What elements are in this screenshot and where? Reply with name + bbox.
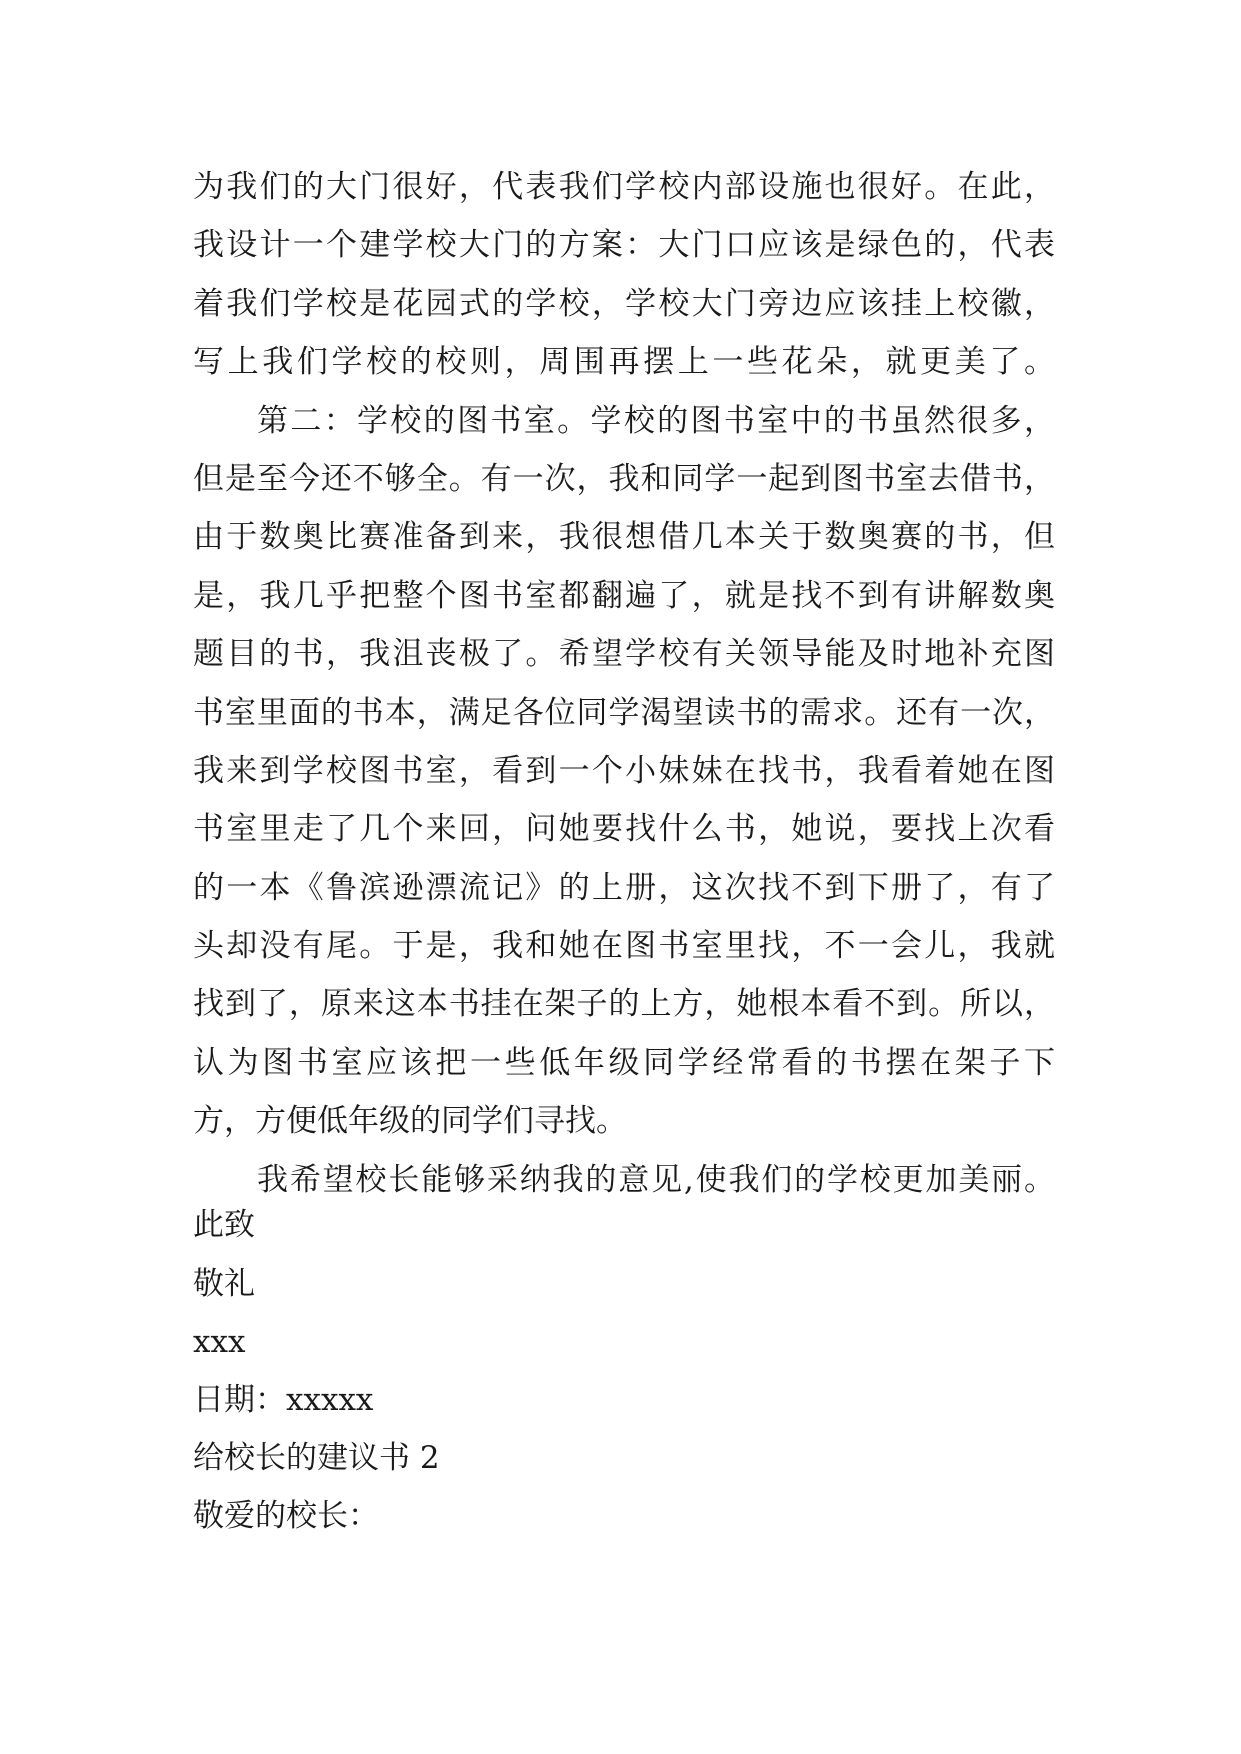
body-line: 我来到学校图书室，看到一个小妹妹在找书，我看着她在图 (193, 752, 1055, 789)
body-line: 题目的书，我沮丧极了。希望学校有关领导能及时地补充图 (193, 636, 1055, 673)
body-line: 的一本《鲁滨逊漂流记》的上册，这次找不到下册了，有了 (193, 869, 1055, 906)
closing-salutation-1: 此致 (193, 1207, 255, 1243)
body-line: 但是至今还不够全。有一次，我和同学一起到图书室去借书， (193, 460, 1055, 497)
body-line: 书室里面的书本，满足各位同学渴望读书的需求。还有一次， (193, 694, 1055, 731)
signature: xxx (193, 1324, 246, 1360)
body-line: 找到了，原来这本书挂在架子的上方，她根本看不到。所以， (193, 986, 1055, 1023)
body-line: 是，我几乎把整个图书室都翻遍了，就是找不到有讲解数奥 (193, 577, 1055, 614)
next-letter-greeting: 敬爱的校长： (193, 1498, 379, 1534)
body-line: 我设计一个建学校大门的方案：大门口应该是绿色的，代表 (193, 227, 1055, 264)
body-line: 方，方便低年级的同学们寻找。 (193, 1103, 627, 1140)
paragraph-start-line: 第二：学校的图书室。学校的图书室中的书虽然很多， (257, 402, 1055, 439)
body-line: 头却没有尾。于是，我和她在图书室里找，不一会儿，我就 (193, 928, 1055, 965)
body-line: 写上我们学校的校则，周围再摆上一些花朵，就更美了。 (193, 344, 1055, 381)
next-letter-title: 给校长的建议书 2 (193, 1440, 440, 1476)
body-line: 认为图书室应该把一些低年级同学经常看的书摆在架子下 (193, 1044, 1055, 1081)
paragraph-start-line: 我希望校长能够采纳我的意见,使我们的学校更加美丽。 (257, 1161, 1055, 1198)
body-line: 由于数奥比赛准备到来，我很想借几本关于数奥赛的书，但 (193, 519, 1055, 556)
body-line: 书室里走了几个来回，问她要找什么书，她说，要找上次看 (193, 811, 1055, 848)
date-line: 日期：xxxxx (193, 1382, 374, 1418)
letter-body (193, 158, 1055, 1209)
body-line: 着我们学校是花园式的学校，学校大门旁边应该挂上校徽， (193, 285, 1055, 322)
body-line: 为我们的大门很好，代表我们学校内部设施也很好。在此， (193, 169, 1055, 205)
closing-salutation-2: 敬礼 (193, 1266, 255, 1302)
